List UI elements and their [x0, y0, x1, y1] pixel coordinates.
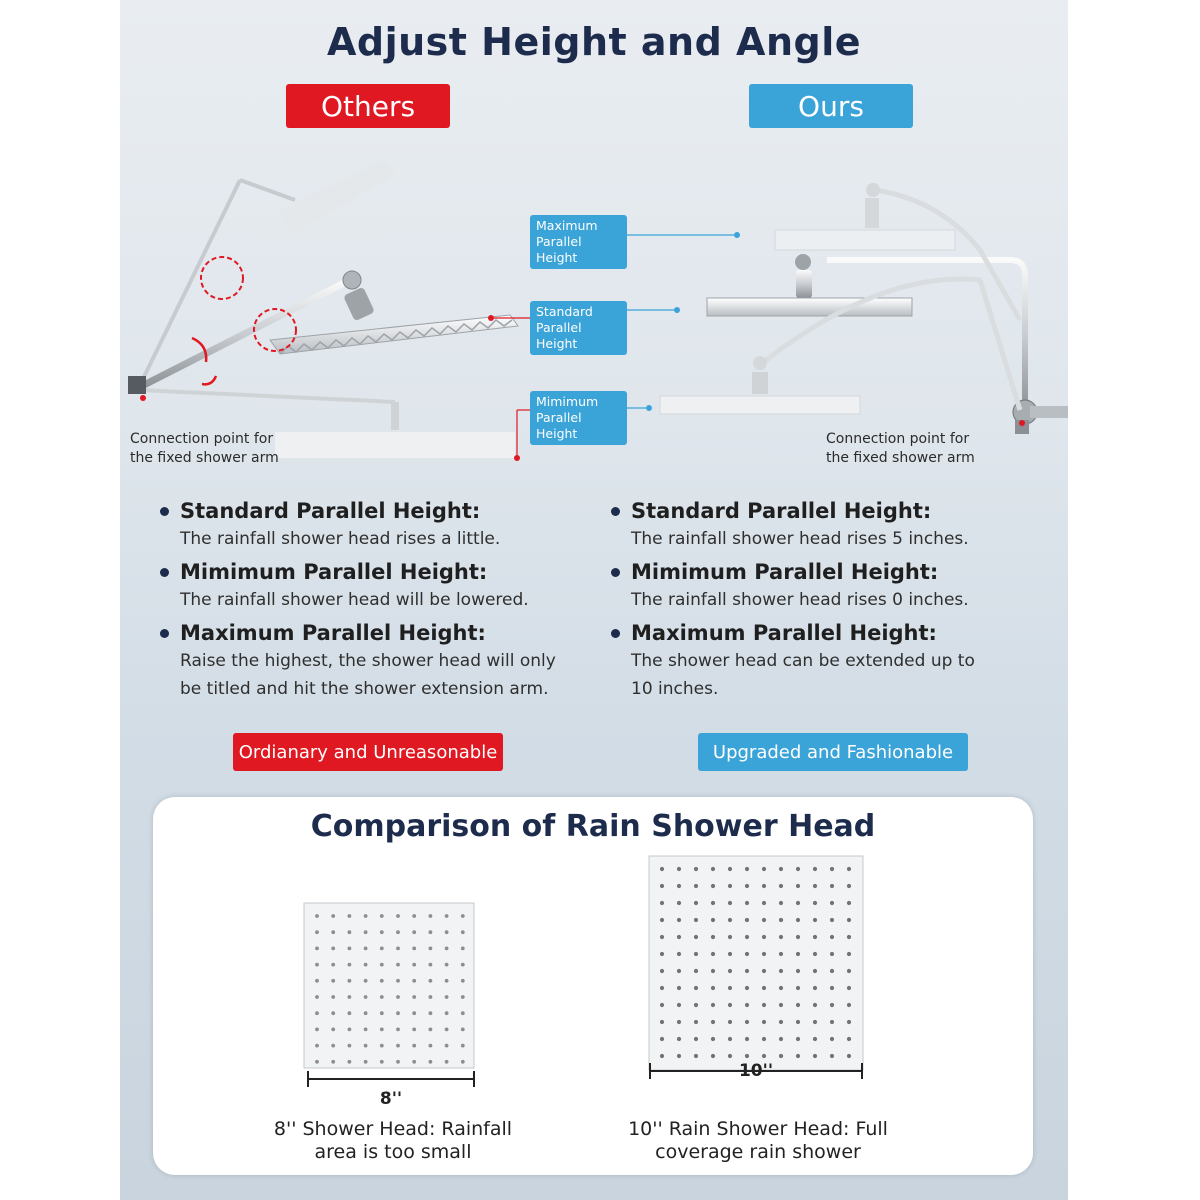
ours-feature-list	[611, 497, 1051, 708]
page-title: Adjust Height and Angle	[326, 20, 862, 64]
ours-verdict-badge: Upgraded and Fashionable	[698, 733, 968, 771]
label-maximum-height: Maximum Parallel Height	[530, 215, 627, 269]
small-size-label: 8''	[379, 1089, 403, 1109]
list-item: Maximum Parallel Height: The shower head can be extended up to 10 inches.	[611, 619, 1051, 703]
large-size-label: 10''	[738, 1061, 774, 1081]
large-shower-description: 10'' Rain Shower Head: Full coverage rain shower	[628, 1118, 888, 1163]
tab-others: Others	[286, 84, 450, 128]
comparison-panel	[153, 797, 1033, 1175]
others-feature-list	[160, 497, 600, 708]
product-infographic	[120, 0, 1068, 1200]
ours-shower-illustration	[627, 183, 1068, 434]
small-shower-description: 8'' Shower Head: Rainfall area is too small	[273, 1118, 513, 1163]
large-shower-head-image	[648, 855, 868, 1075]
label-minimum-height: Mimimum Parallel Height	[530, 391, 627, 445]
list-item: Maximum Parallel Height: Raise the highest, the shower head will only be titled and hit the shower extension arm.	[160, 619, 600, 703]
label-standard-height: Standard Parallel Height	[530, 301, 627, 355]
list-item: Standard Parallel Height: The rainfall shower head rises a little.	[160, 497, 600, 553]
list-item: Standard Parallel Height: The rainfall shower head rises 5 inches.	[611, 497, 1051, 553]
list-item: Mimimum Parallel Height: The rainfall shower head rises 0 inches.	[611, 558, 1051, 614]
others-shower-illustration	[128, 160, 530, 461]
list-item: Mimimum Parallel Height: The rainfall shower head will be lowered.	[160, 558, 600, 614]
others-verdict-badge: Ordianary and Unreasonable	[233, 733, 503, 771]
tab-ours: Ours	[749, 84, 913, 128]
small-shower-head-image	[303, 902, 478, 1072]
ours-connection-caption: Connection point for the fixed shower arm	[826, 431, 975, 466]
others-connection-caption: Connection point for the fixed shower arm	[130, 431, 279, 466]
comparison-title: Comparison of Rain Shower Head	[310, 809, 876, 844]
